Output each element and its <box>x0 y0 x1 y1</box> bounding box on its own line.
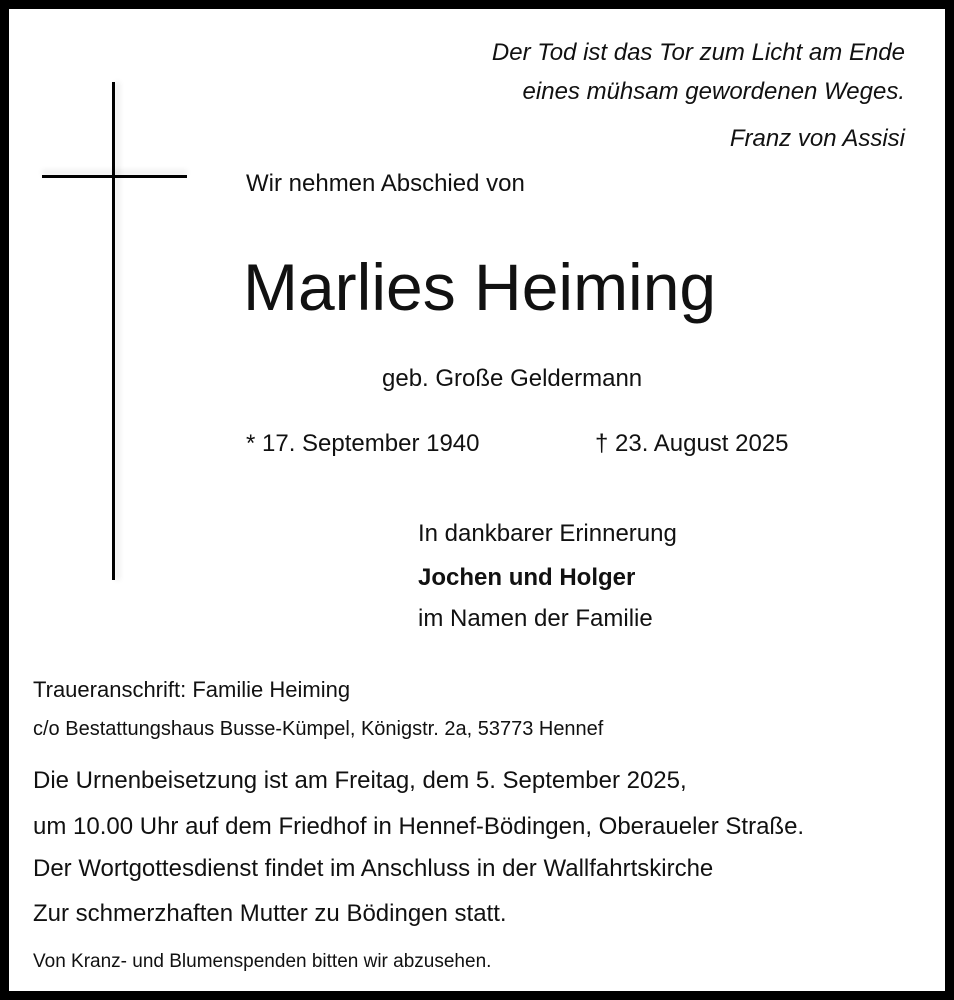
quote-line: eines mühsam gewordenen Weges. <box>522 78 905 105</box>
deceased-name: Marlies Heiming <box>243 250 717 324</box>
detail-line: Der Wortgottesdienst findet im Anschluss in der Wallfahrtskirche <box>33 855 714 882</box>
address-line: c/o Bestattungshaus Busse-Kümpel, Königstr. 2a, 53773 Hennef <box>33 718 604 740</box>
detail-line: Zur schmerzhaften Mutter zu Bödingen statt. <box>33 900 507 927</box>
signoff-names: Jochen und Holger <box>418 564 636 591</box>
detail-line: Die Urnenbeisetzung ist am Freitag, dem 5. September 2025, <box>33 767 687 794</box>
cross-icon-horizontal <box>42 175 187 178</box>
address-line: Traueranschrift: Familie Heiming <box>33 677 351 702</box>
closing-note: Von Kranz- und Blumenspenden bitten wir abzusehen. <box>33 951 492 972</box>
cross-icon-vertical <box>112 82 115 580</box>
birth-name: geb. Große Geldermann <box>382 365 643 392</box>
birth-date: * 17. September 1940 <box>246 430 480 457</box>
death-date: † 23. August 2025 <box>595 430 789 457</box>
detail-line: um 10.00 Uhr auf dem Friedhof in Hennef-Bödingen, Oberaueler Straße. <box>33 813 805 840</box>
birth-star-icon: * <box>246 430 256 457</box>
signoff-line: im Namen der Familie <box>418 605 653 632</box>
quote-line: Der Tod ist das Tor zum Licht am Ende <box>491 39 905 66</box>
death-cross-icon: † <box>595 430 609 457</box>
signoff-line: In dankbarer Erinnerung <box>418 520 677 547</box>
quote-author: Franz von Assisi <box>729 125 905 152</box>
intro-text: Wir nehmen Abschied von <box>246 170 525 197</box>
